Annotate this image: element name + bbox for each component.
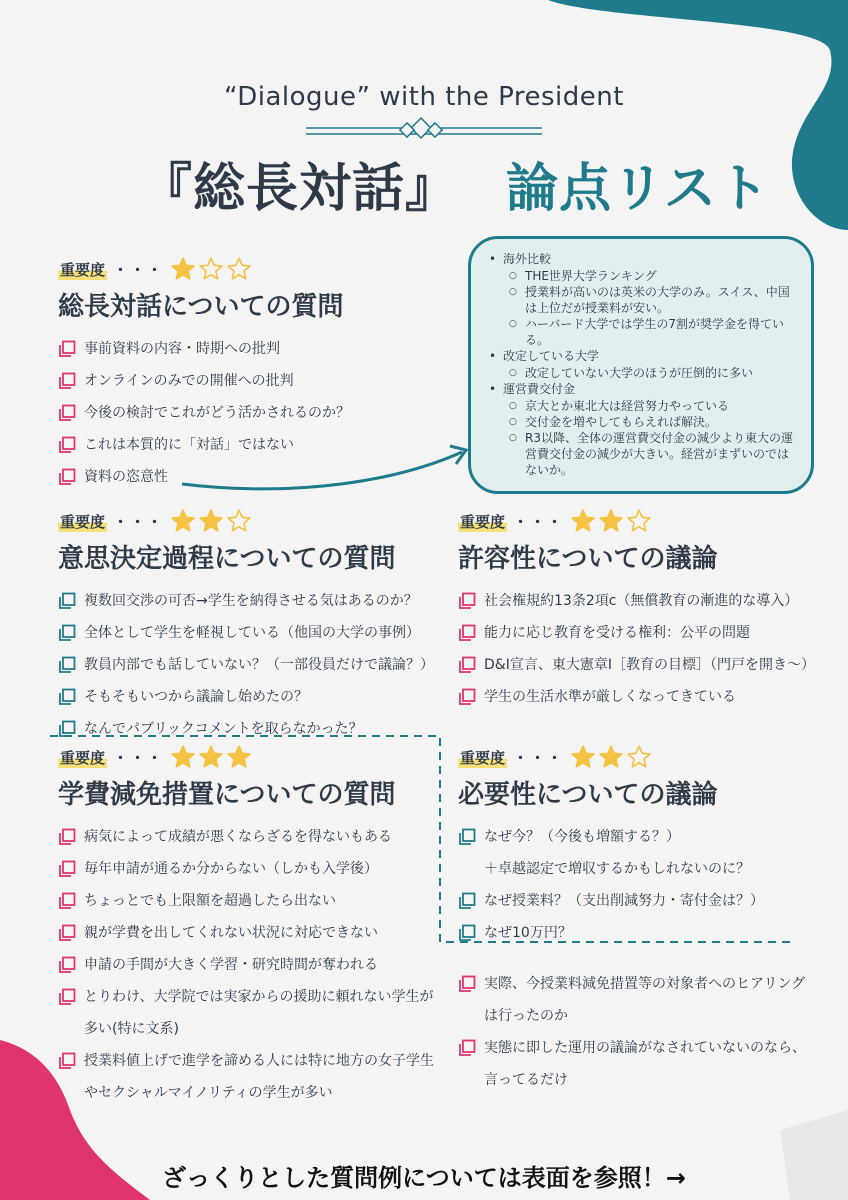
checkbox-icon — [58, 340, 76, 358]
section-other — [458, 958, 806, 1096]
importance-label: 重要度 — [60, 748, 106, 767]
list-item-text: 授業料値上げで進学を諦める人には特に地方の女子学生 — [84, 1053, 434, 1069]
checkbox-icon — [58, 860, 76, 878]
checkbox-icon — [458, 592, 476, 610]
checkbox-icon — [58, 436, 76, 454]
note-subitem: ○ 授業料が高いのは英米の大学のみ。スイス、中国は上位だが授業料が安い。 — [485, 284, 797, 316]
list-item-text: なんでパブリックコメントを取らなかった？ — [84, 721, 363, 737]
star-filled-icon — [226, 744, 252, 770]
list-item-text: 事前資料の内容・時期への批判 — [84, 341, 280, 357]
star-filled-icon — [170, 256, 196, 282]
item-list — [458, 968, 806, 1096]
list-item — [458, 1064, 806, 1096]
importance-dots: ・・・ — [113, 512, 165, 531]
note-subitem: ○ 改定していない大学のほうが圧倒的に多い — [485, 365, 797, 381]
importance-row — [58, 256, 350, 282]
importance-dots: ・・・ — [113, 260, 165, 279]
list-item-text: 親が学費を出してくれない状況に対応できない — [84, 925, 378, 941]
list-item-text: とりわけ、大学院では実家からの援助に頼れない学生が — [84, 989, 434, 1005]
checkbox-icon — [58, 404, 76, 422]
section-acceptability — [458, 508, 815, 713]
list-item-text: は行ったのか — [484, 1008, 568, 1024]
list-item — [458, 885, 764, 917]
list-item — [58, 917, 434, 949]
star-filled-icon — [598, 744, 624, 770]
checkbox-icon — [458, 688, 476, 706]
section-title: 学費減免措置についての質問 — [58, 780, 396, 810]
list-item — [58, 885, 434, 917]
star-filled-icon — [570, 508, 596, 534]
checkbox-icon — [458, 892, 476, 910]
list-item — [58, 1045, 434, 1077]
title-teal: 論点リスト — [506, 159, 770, 219]
checkbox-icon — [58, 924, 76, 942]
checkbox-icon — [58, 828, 76, 846]
importance-label: 重要度 — [60, 512, 106, 531]
list-item — [58, 365, 350, 397]
list-item-text: オンラインのみでの開催への批判 — [84, 373, 294, 389]
note-heading: • 改定している大学 — [485, 348, 797, 365]
checkbox-icon — [458, 975, 476, 993]
list-item-text: 今後の検討でこれがどう活かされるのか？ — [84, 405, 350, 421]
list-item — [458, 1000, 806, 1032]
item-list — [458, 821, 764, 949]
star-filled-icon — [598, 508, 624, 534]
note-heading: • 運営費交付金 — [485, 381, 797, 398]
list-item-text: ちょっとでも上限額を超過したら出ない — [84, 893, 336, 909]
importance-label: 重要度 — [60, 260, 106, 279]
list-item-text: 複数回交渉の可否→学生を納得させる気はあるのか？ — [84, 593, 418, 609]
list-item — [58, 617, 434, 649]
list-item-text: やセクシャルマイノリティの学生が多い — [84, 1085, 333, 1101]
list-item — [58, 981, 434, 1013]
list-item — [58, 681, 434, 713]
list-item — [458, 649, 815, 681]
list-item — [458, 617, 815, 649]
section-decision — [58, 508, 434, 745]
list-item-text: これは本質的に「対話」ではない — [84, 437, 294, 453]
checkbox-icon — [458, 656, 476, 674]
importance-label: 重要度 — [460, 748, 506, 767]
star-empty-icon — [626, 744, 652, 770]
list-item — [58, 397, 350, 429]
star-rating — [570, 744, 652, 770]
list-item-text: 言ってるだけ — [484, 1072, 568, 1088]
checkbox-icon — [58, 468, 76, 486]
list-item — [58, 1013, 434, 1045]
section-necessity — [458, 744, 764, 949]
importance-label: 重要度 — [460, 512, 506, 531]
checkbox-icon — [58, 592, 76, 610]
checkbox-icon — [58, 1052, 76, 1070]
list-item-text: なぜ今？（今後も増額する？） — [484, 829, 680, 845]
list-item-text: 申請の手間が大きく学習・研究時間が奪われる — [84, 957, 378, 973]
checkbox-icon — [458, 624, 476, 642]
note-subitem: ○ 交付金を増やしてもらえれば解決。 — [485, 414, 797, 430]
star-filled-icon — [198, 744, 224, 770]
list-item — [58, 585, 434, 617]
list-item — [458, 585, 815, 617]
list-item — [458, 968, 806, 1000]
note-heading: • 海外比較 — [485, 251, 797, 268]
checkbox-icon — [458, 828, 476, 846]
arrow-to-notes — [180, 440, 480, 500]
ornament-divider — [306, 116, 542, 146]
list-item-text: 実際、今授業料減免措置等の対象者へのヒアリング — [484, 976, 806, 992]
list-item — [458, 917, 764, 949]
list-item — [458, 853, 764, 885]
star-empty-icon — [626, 508, 652, 534]
list-item — [58, 821, 434, 853]
star-rating — [170, 744, 252, 770]
list-item-text: そもそもいつから議論し始めたの？ — [84, 689, 308, 705]
list-item-text: 実態に即した運用の議論がなされていないのなら、 — [484, 1040, 806, 1056]
subtitle: “Dialogue” with the President — [224, 82, 624, 112]
footer-note: ざっくりとした質問例については表面を参照！→ — [162, 1164, 686, 1192]
note-subitem: ○ 京大とか東北大は経営努力やっている — [485, 398, 797, 414]
list-item-text: 毎年申請が通るか分からない（しかも入学後） — [84, 861, 378, 877]
star-filled-icon — [570, 744, 596, 770]
importance-row — [58, 744, 434, 770]
title-dark: 『総長対話』 — [140, 159, 459, 219]
checkbox-icon — [58, 988, 76, 1006]
importance-dots: ・・・ — [513, 748, 565, 767]
note-subitem: ○ R3以降、全体の運営費交付金の減少より東大の運営費交付金の減少が大きい。経営がまずいのではないか。 — [485, 430, 797, 478]
star-empty-icon — [198, 256, 224, 282]
item-list — [58, 821, 434, 1109]
star-rating — [170, 508, 252, 534]
list-item-text: 能力に応じ教育を受ける権利：公平の問題 — [484, 625, 750, 641]
list-item — [58, 1077, 434, 1109]
checkbox-icon — [458, 924, 476, 942]
importance-row — [58, 508, 434, 534]
notes-bubble — [468, 236, 814, 494]
list-item — [58, 853, 434, 885]
list-item — [458, 681, 815, 713]
section-title: 必要性についての議論 — [458, 780, 718, 810]
list-item-text: 多い(特に文系) — [84, 1021, 179, 1037]
checkbox-icon — [58, 892, 76, 910]
checkbox-icon — [458, 1039, 476, 1057]
checkbox-icon — [58, 624, 76, 642]
list-item-text: 全体として学生を軽視している（他国の大学の事例） — [84, 625, 420, 641]
importance-dots: ・・・ — [113, 748, 165, 767]
list-item-text: D&I宣言、東大憲章Ⅰ［教育の目標］（門戸を開き～） — [484, 657, 815, 673]
page-title — [140, 146, 770, 221]
list-item-text: なぜ授業料？（支出削減努力・寄付金は？） — [484, 893, 764, 909]
importance-row — [458, 508, 815, 534]
section-reduction — [58, 744, 434, 1109]
list-item-text: 教員内部でも話していない？（一部役員だけで議論？） — [84, 657, 434, 673]
section-title: 許容性についての議論 — [458, 544, 718, 574]
list-item-text: なぜ10万円？ — [484, 925, 572, 941]
list-item — [58, 649, 434, 681]
note-subitem: ○ THE世界大学ランキング — [485, 268, 797, 284]
star-filled-icon — [198, 508, 224, 534]
star-rating — [170, 256, 252, 282]
notes-content — [485, 251, 797, 478]
star-empty-icon — [226, 508, 252, 534]
list-item-text: ＋卓越認定で増収するかもしれないのに？ — [484, 861, 750, 877]
checkbox-icon — [58, 956, 76, 974]
item-list — [458, 585, 815, 713]
importance-dots: ・・・ — [513, 512, 565, 531]
note-subitem: ○ ハーバード大学では学生の7割が奨学金を得ている。 — [485, 316, 797, 348]
importance-row — [458, 744, 764, 770]
section-title: 意思決定過程についての質問 — [58, 544, 396, 574]
list-item-text: 学生の生活水準が厳しくなってきている — [484, 689, 736, 705]
star-filled-icon — [170, 744, 196, 770]
star-filled-icon — [170, 508, 196, 534]
list-item-text: 社会権規約13条2項c（無償教育の漸進的な導入） — [484, 593, 799, 609]
section-title: 総長対話についての質問 — [58, 292, 344, 322]
list-item — [458, 821, 764, 853]
star-rating — [570, 508, 652, 534]
list-item-text: 資料の恣意性 — [84, 469, 168, 485]
checkbox-icon — [58, 656, 76, 674]
checkbox-icon — [58, 372, 76, 390]
list-item — [58, 333, 350, 365]
list-item-text: 病気によって成績が悪くならざるを得ないもある — [84, 829, 392, 845]
item-list — [58, 585, 434, 745]
list-item — [58, 949, 434, 981]
checkbox-icon — [58, 688, 76, 706]
list-item — [458, 1032, 806, 1064]
star-empty-icon — [226, 256, 252, 282]
